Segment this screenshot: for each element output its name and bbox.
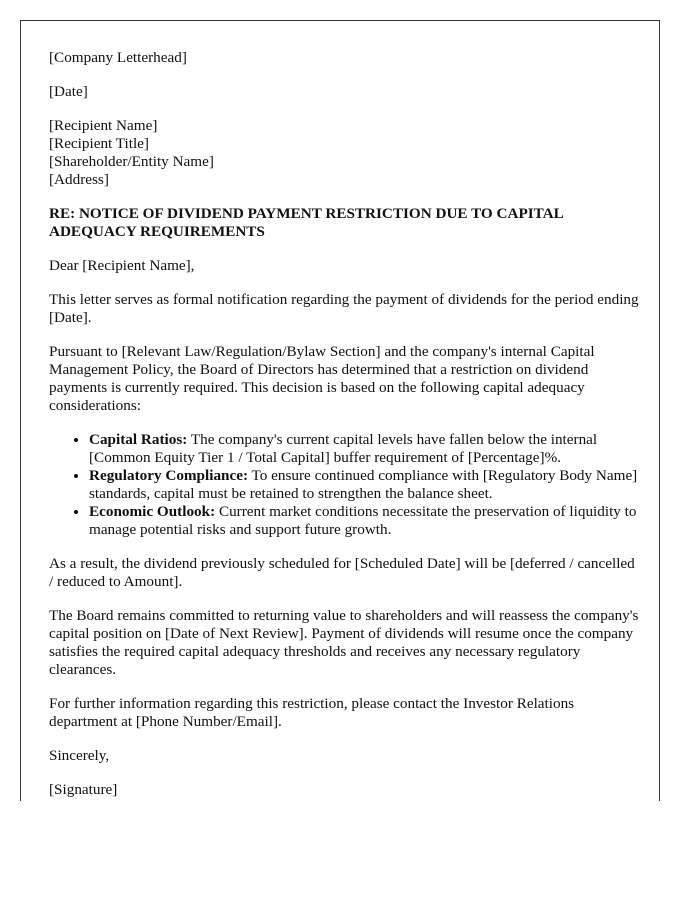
recipient-title: [Recipient Title] xyxy=(49,135,149,152)
recipient-block xyxy=(49,117,639,189)
recipient-address: [Address] xyxy=(49,171,109,188)
considerations-list xyxy=(49,431,639,539)
signature: [Signature] xyxy=(49,781,118,798)
commitment-paragraph: The Board remains committed to returning value to shareholders and will reassess the company's capital position on [Date of Next Review]. Payment of dividends will resume once the company satisfies the required capital adequacy thresholds and receives any necessary regulatory clearances. xyxy=(49,607,639,678)
consideration-text: The company's current capital levels have fallen below the internal [Common Equity Tier 1 / Total Capital] buffer requirement of [Percentage]%. xyxy=(89,431,598,466)
closing: Sincerely, xyxy=(49,747,110,764)
consideration-item-regulatory-compliance xyxy=(89,467,639,503)
subject-line: RE: NOTICE OF DIVIDEND PAYMENT RESTRICTION DUE TO CAPITAL ADEQUACY REQUIREMENTS xyxy=(49,205,563,240)
consideration-item-economic-outlook xyxy=(89,503,639,539)
letter-date: [Date] xyxy=(49,83,88,100)
company-letterhead: [Company Letterhead] xyxy=(49,49,187,66)
consideration-item-capital-ratios xyxy=(89,431,639,467)
consideration-text: To ensure continued compliance with [Regulatory Body Name] standards, capital must be retained to strengthen the balance sheet. xyxy=(89,467,638,502)
recipient-entity: [Shareholder/Entity Name] xyxy=(49,153,214,170)
letter-page xyxy=(20,20,660,801)
intro-paragraph: This letter serves as formal notification regarding the payment of dividends for the period ending [Date]. xyxy=(49,291,639,326)
recipient-name: [Recipient Name] xyxy=(49,117,158,134)
basis-paragraph: Pursuant to [Relevant Law/Regulation/Bylaw Section] and the company's internal Capital Management Policy, the Board of Directors has determined that a restriction on dividend payments is currently required. This decision is based on the following capital adequacy considerations: xyxy=(49,343,595,414)
consideration-label: Economic Outlook: xyxy=(89,503,216,520)
contact-paragraph: For further information regarding this restriction, please contact the Investor Relations department at [Phone Number/Email]. xyxy=(49,695,575,730)
letter-content xyxy=(49,49,639,801)
consideration-label: Regulatory Compliance: xyxy=(89,467,249,484)
consideration-label: Capital Ratios: xyxy=(89,431,188,448)
consideration-text: Current market conditions necessitate the preservation of liquidity to manage potential risks and support future growth. xyxy=(89,503,637,538)
result-paragraph: As a result, the dividend previously scheduled for [Scheduled Date] will be [deferred / cancelled / reduced to Amount]. xyxy=(49,555,635,590)
salutation: Dear [Recipient Name], xyxy=(49,257,195,274)
